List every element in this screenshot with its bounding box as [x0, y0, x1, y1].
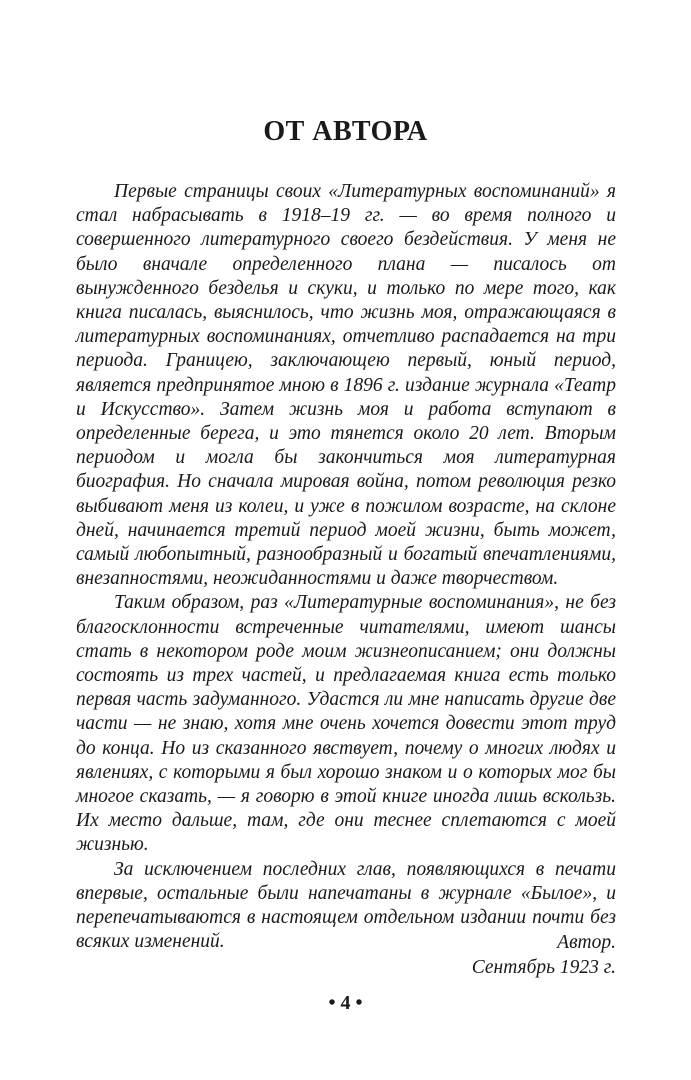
paragraph: Первые страницы своих «Литературных воспоминаний» я стал набрасывать в 1918–19 гг. — во время полного и совершенного литературного своего бездействия. У меня не было вначале определенного плана — писалось от вынужденного безделья и скуки, и только по мере того, как книга писалась, выяснилось, что жизнь моя, отражающаяся в литературных воспоминаниях, отчетливо распадается на три периода. Границею, заключающею первый, юный период, является предпринятое мною в 1896 г. издание журнала «Театр и Искусство». Затем жизнь моя и работа вступают в определенные берега, и это тянется около 20 лет. Вторым периодом и могла бы закончиться моя литературная биография. Но сначала мировая война, потом революция резко выбивают меня из колеи, и уже в пожилом возрасте, на склоне дней, начинается третий период моей жизни, быть может, самый любопытный, разнообразный и богатый впечатлениями, внезапностями, неожиданностями и даже творчеством.: [76, 181, 616, 590]
preface-text: [76, 180, 616, 955]
signature-date: Сентябрь 1923 г.: [471, 957, 616, 978]
paragraph: Таким образом, раз «Литературные воспоминания», не без благосклонности встреченные читателями, имеют шансы стать в некотором роде моим жизнеописанием; они должны состоять из трех частей, и предлагаемая книга есть только первая часть задуманного. Удастся ли мне написать другие две части — не знаю, хотя мне очень хочется довести этот труд до конца. Но из сказанного явствует, почему о многих людях и явлениях, с которыми я был хорошо знаком и о которых мог бы многое сказать, — я говорю в этой книге иногда лишь вскользь. Их место дальше, там, где они теснее сплетаются с моей жизнью.: [76, 592, 616, 856]
signature-block: [472, 930, 616, 980]
paragraph: За исключением последних глав, появляющихся в печати впервые, остальные были напечатаны в журнале «Былое», и перепечатываются в настоящем отдельном издании почти без всяких изменений.: [76, 858, 616, 953]
page-title: ОТ АВТОРА: [263, 116, 428, 147]
page-number: • 4 •: [328, 992, 363, 1014]
signature-author: Автор.: [557, 932, 616, 953]
